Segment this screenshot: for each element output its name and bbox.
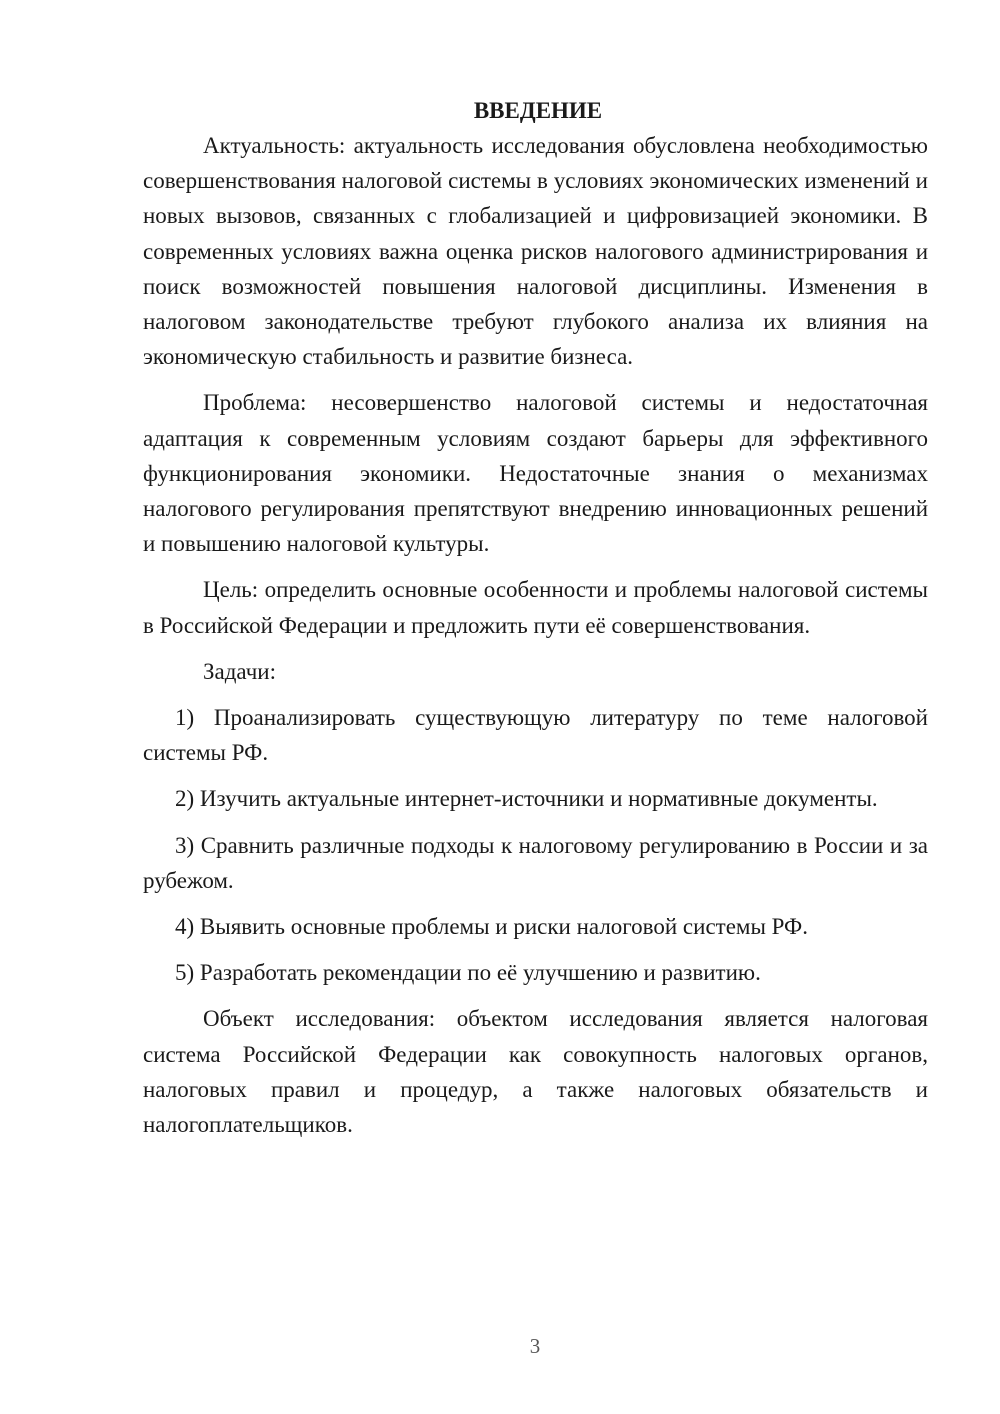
- goal-paragraph: Цель: определить основные особенности и проблемы налоговой системы в Российской Федерации и предложить пути её совершенствования.: [143, 577, 928, 638]
- tasks-label: Задачи:: [203, 658, 276, 684]
- task-item-1: 1) Проанализировать существующую литературу по теме налоговой системы РФ.: [143, 705, 928, 766]
- task-item-2: 2) Изучить актуальные интернет-источники и нормативные документы.: [175, 786, 878, 812]
- page-number: 3: [529, 1334, 541, 1358]
- task-item-3: 3) Сравнить различные подходы к налоговому регулированию в России и за рубежом.: [143, 832, 928, 893]
- page-content: [143, 93, 928, 1153]
- relevance-paragraph: Актуальность: актуальность исследования обусловлена необходимостью совершенствования налоговой системы в условиях экономических изменений и новых вызовов, связанных с глобализацией и цифровизацией экономики. В современных условиях важна оценка рисков налогового администрирования и поиск возможностей повышения налоговой дисциплины. Изменения в налоговом законодательстве требуют глубокого анализа их влияния на экономическую стабильность и развитие бизнеса.: [143, 133, 928, 370]
- object-paragraph: Объект исследования: объектом исследования является налоговая система Российской Федерации как совокупность налоговых органов, налоговых правил и процедур, а также налоговых обязательств и налогоплательщиков.: [143, 1006, 928, 1138]
- page-heading: ВВЕДЕНИЕ: [473, 98, 603, 123]
- problem-paragraph: Проблема: несовершенство налоговой системы и недостаточная адаптация к современным условиям создают барьеры для эффективного функционирования экономики. Недостаточные знания о механизмах налогового регулирования препятствуют внедрению инновационных решений и повышению налоговой культуры.: [143, 390, 928, 557]
- task-item-4: 4) Выявить основные проблемы и риски налоговой системы РФ.: [175, 914, 808, 940]
- task-item-5: 5) Разработать рекомендации по её улучшению и развитию.: [175, 960, 761, 986]
